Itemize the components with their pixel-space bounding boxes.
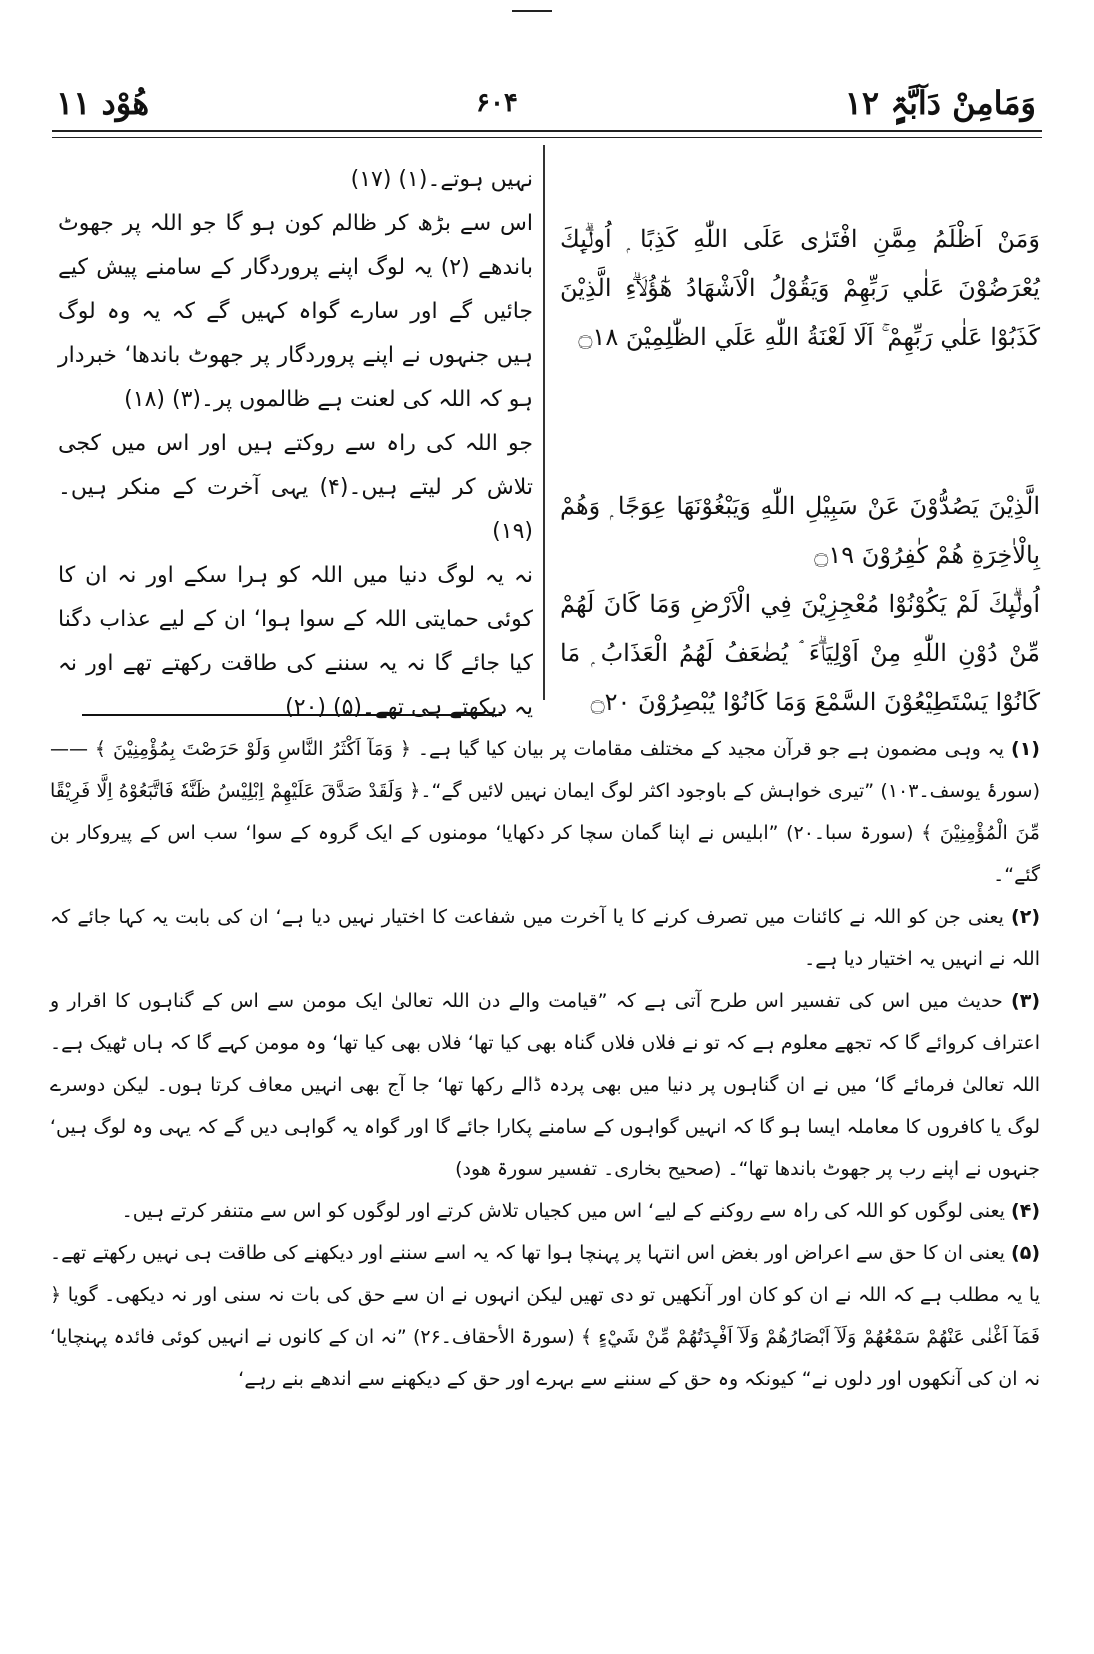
urdu-verse-17: نہیں ہوتے۔(۱) (۱۷) bbox=[350, 167, 533, 192]
column-divider bbox=[543, 145, 545, 700]
footnote-number: (۲) bbox=[1011, 906, 1040, 928]
footnote-4 bbox=[50, 1190, 1040, 1232]
footnote-text: یعنی ان کا حق سے اعراض اور بغض اس انتہا پر پہنچا ہوا تھا کہ یہ اسے سننے اور دیکھنے کی طاقت ہی نہیں رکھتے تھے۔ یا یہ مطلب ہے کہ اللہ نے ان کو کان اور آنکھیں تو دی تھیں لیکن انہوں نے ان سے حق کی بات نہ سنی اور نہ دیکھی۔ گویا ﴿ فَمَآ اَغْنٰى عَنْهُمْ سَمْعُهُمْ وَلَآ اَبْصَارُهُمْ وَلَآ اَفْـِٕدَتُهُمْ مِّنْ شَيْءٍ ﴾ (سورۃ الأحقاف۔۲۶) ”نہ ان کے کانوں نے انہیں کوئی فائدہ پہنچایا‘ نہ ان کی آنکھوں اور دلوں نے“ کیونکہ وہ حق کے سننے سے بہرے اور حق کے دیکھنے سے اندھے بنے رہے‘ bbox=[50, 1242, 1041, 1390]
juz-title: وَمَامِنْ دَآبَّۃٍ ۱۲ bbox=[844, 84, 1036, 122]
arabic-verse-20 bbox=[560, 580, 1040, 727]
footnote-text: یعنی جن کو اللہ نے کائنات میں تصرف کرنے کا یا آخرت میں شفاعت کا اختیار نہیں دیا ہے‘ ان کی بابت یہ کہا جائے کہ اللہ نے انہیں یہ اختیار دیا ہے۔ bbox=[50, 906, 1040, 970]
page-number: ۶۰۴ bbox=[475, 88, 518, 118]
arabic-verse-19 bbox=[560, 482, 1040, 580]
footnote-number: (۴) bbox=[1011, 1200, 1040, 1222]
footnote-text: حدیث میں اس کی تفسیر اس طرح آتی ہے کہ ”قیامت والے دن اللہ تعالیٰ ایک مومن سے اس کے گناہوں کا اقرار و اعتراف کروائے گا کہ تجھے معلوم ہے کہ تو نے فلاں فلاں گناہ بھی کیا تھا‘ فلاں بھی کیا تھا‘ وہ مومن کہے گا کہ ہاں ٹھیک ہے۔ اللہ تعالیٰ فرمائے گا‘ میں نے ان گناہوں پر دنیا میں بھی پردہ ڈالے رکھا تھا‘ جا آج بھی انہیں معاف کرتا ہوں۔ لیکن دوسرے لوگ یا کافروں کا معاملہ ایسا ہو گا کہ انہیں گواہوں کے سامنے پکارا جائے گا اور گواہ یہ گواہی دیں گے کہ یہی وہ لوگ ہیں‘ جنہوں نے اپنے رب پر جھوٹ باندھا تھا“۔ (صحیح بخاری۔ تفسیر سورۃ ھود) bbox=[50, 990, 1040, 1180]
urdu-verse-20: نہ یہ لوگ دنیا میں اللہ کو ہرا سکے اور نہ ان کا کوئی حمایتی اللہ کے سوا ہوا‘ ان کے لیے عذاب دگنا کیا جائے گا نہ یہ سننے کی طاقت رکھتے تھے اور نہ یہ دیکھتے ہی تھے۔(۵) (۲۰) bbox=[58, 563, 533, 720]
footnotes bbox=[50, 728, 1040, 1400]
arabic-verse-text: اُولٰۗىِٕكَ لَمْ يَكُوْنُوْا مُعْجِزِيْنَ فِي الْاَرْضِ وَمَا كَانَ لَهُمْ مِّنْ دُوْنِ اللّٰهِ مِنْ اَوْلِيَاۗءَ ۘ يُضٰعَفُ لَهُمُ الْعَذَابُ ۭ مَا كَانُوْا يَسْتَطِيْعُوْنَ السَّمْعَ وَمَا كَانُوْا يُبْصِرُوْنَ ۝۲۰ bbox=[560, 590, 1040, 716]
urdu-verse-18: اس سے بڑھ کر ظالم کون ہو گا جو اللہ پر جھوٹ باندھے (۲) یہ لوگ اپنے پروردگار کے سامنے پیش کیے جائیں گے اور سارے گواہ کہیں گے کہ یہ وہ لوگ ہیں جنہوں نے اپنے پروردگار پر جھوٹ باندھا‘ خبردار ہو کہ اللہ کی لعنت ہے ظالموں پر۔(۳) (۱۸) bbox=[58, 211, 533, 412]
surah-name: ھُوْد ۱۱ bbox=[56, 84, 150, 122]
urdu-translation bbox=[58, 158, 533, 730]
arabic-verse-18 bbox=[560, 215, 1040, 362]
footnote-3 bbox=[50, 980, 1040, 1190]
footnote-number: (۳) bbox=[1011, 990, 1040, 1012]
header-rule-thin bbox=[52, 137, 1042, 138]
footnote-5 bbox=[50, 1232, 1040, 1400]
footnote-number: (۱) bbox=[1011, 738, 1040, 760]
footnote-number: (۵) bbox=[1011, 1242, 1040, 1264]
page-header bbox=[56, 78, 1036, 128]
top-mark bbox=[512, 10, 552, 12]
arabic-verse-text: وَمَنْ اَظْلَمُ مِمَّنِ افْتَرٰى عَلَى اللّٰهِ كَذِبًا ۭ اُولٰۗىِٕكَ يُعْرَضُوْنَ عَلٰي رَبِّهِمْ وَيَقُوْلُ الْاَشْهَادُ هٰٓؤُلَاۗءِ الَّذِيْنَ كَذَبُوْا عَلٰي رَبِّهِمْ ۚ اَلَا لَعْنَةُ اللّٰهِ عَلَي الظّٰلِمِيْنَ ۝۱۸ bbox=[560, 225, 1040, 351]
footnote-2 bbox=[50, 896, 1040, 980]
header-rule bbox=[52, 130, 1042, 132]
footnote-separator bbox=[82, 714, 502, 716]
footnote-1 bbox=[50, 728, 1040, 896]
footnote-text: یعنی لوگوں کو اللہ کی راہ سے روکنے کے لیے‘ اس میں کجیاں تلاش کرتے اور لوگوں کو اس سے متنفر کرتے ہیں۔ bbox=[121, 1200, 1005, 1222]
arabic-verse-text: الَّذِيْنَ يَصُدُّوْنَ عَنْ سَبِيْلِ اللّٰهِ وَيَبْغُوْنَهَا عِوَجًا ۭ وَهُمْ بِالْاٰخِرَةِ هُمْ كٰفِرُوْنَ ۝۱۹ bbox=[560, 492, 1040, 569]
footnote-text: یہ وہی مضمون ہے جو قرآن مجید کے مختلف مقامات پر بیان کیا گیا ہے۔ ﴿ وَمَآ اَكْثَرُ النَّاسِ وَلَوْ حَرَصْتَ بِمُؤْمِنِيْنَ ﴾ —— (سورۂ یوسف۔۱۰۳) ”تیری خواہش کے باوجود اکثر لوگ ایمان نہیں لائیں گے“۔﴿ وَلَقَدْ صَدَّقَ عَلَيْهِمْ اِبْلِيْسُ ظَنَّهٗ فَاتَّبَعُوْهُ اِلَّا فَرِيْقًا مِّنَ الْمُؤْمِنِيْنَ ﴾ (سورۃ سبا۔۲۰) ”ابلیس نے اپنا گمان سچا کر دکھایا‘ مومنوں کے ایک گروہ کے سوا‘ سب اس کے پیروکار بن گئے“۔ bbox=[50, 738, 1040, 886]
urdu-verse-19: جو اللہ کی راہ سے روکتے ہیں اور اس میں کجی تلاش کر لیتے ہیں۔(۴) یہی آخرت کے منکر ہیں۔(۱۹) bbox=[58, 431, 533, 544]
